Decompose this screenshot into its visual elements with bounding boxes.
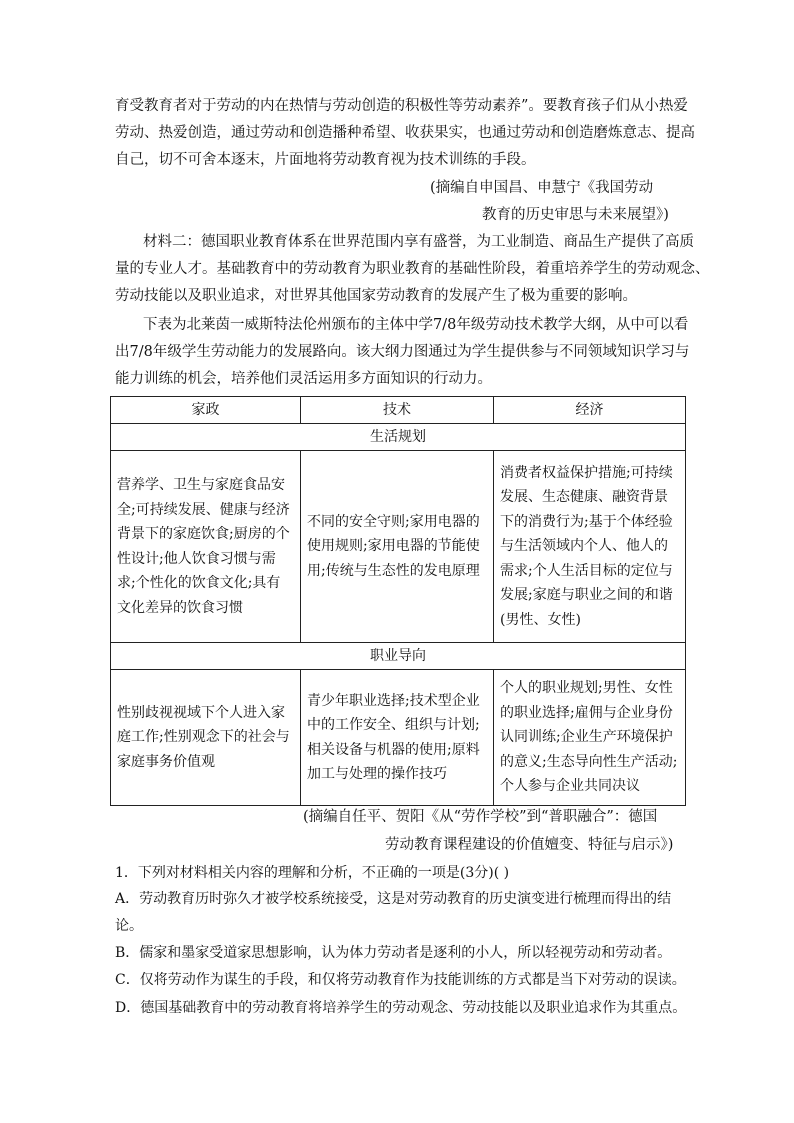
intro-line-3: 自己，切不可舍本逐末，片面地将劳动教育视为技术训练的手段。 <box>115 152 536 168</box>
table-cell: 青少年职业选择;技术型企业中的工作安全、组织与计划;相关设备与机器的使用;原料加工与处理的操作技巧 <box>301 670 494 806</box>
material2-line-4: 下表为北莱茵一威斯特法伦州颁布的主体中学7/8年级劳动技术教学大纲，从中可以看 <box>143 317 689 333</box>
table-row <box>111 670 686 806</box>
table-header-cell: 经济 <box>494 397 686 424</box>
citation-2-line-2: 劳动教育课程建设的价值嬗变、特征与启示》) <box>385 837 674 853</box>
option-a-line-2: 论。 <box>115 918 143 934</box>
option-a-line-1: A．劳动教育历时弥久才被学校系统接受，这是对劳动教育的历史演变进行梳理而得出的结 <box>115 891 672 907</box>
material2-line-1: 材料二：德国职业教育体系在世界范围内享有盛誉，为工业制造、商品生产提供了高质 <box>143 234 694 250</box>
table-cell: 消费者权益保护措施;可持续发展、生态健康、融资背景下的消费行为;基于个体经验与生活领域内个人、他人的需求;个人生活目标的定位与发展;家庭与职业之间的和谐(男性、女性) <box>494 451 686 643</box>
material2-line-5: 出7/8年级学生劳动能力的发展路向。该大纲力图通过为学生提供参与不同领域知识学习与 <box>115 344 690 360</box>
material2-line-3: 劳动技能以及职业追求，对世界其他国家劳动教育的发展产生了极为重要的影响。 <box>115 288 637 304</box>
table-header-row <box>111 397 686 424</box>
syllabus-table <box>110 396 686 806</box>
table-header-cell: 家政 <box>111 397 301 424</box>
material2-line-2: 量的专业人才。基础教育中的劳动教育为职业教育的基础性阶段，着重培养学生的劳动观念、 <box>115 261 710 277</box>
table-cell: 性别歧视视域下个人进入家庭工作;性别观念下的社会与家庭事务价值观 <box>111 670 301 806</box>
table-section-title: 生活规划 <box>111 424 686 451</box>
intro-line-2: 劳动、热爱创造，通过劳动和创造播种希望、收获果实，也通过劳动和创造磨炼意志、提高 <box>115 125 695 141</box>
table-section-row <box>111 424 686 451</box>
option-b: B．儒家和墨家受道家思想影响，认为体力劳动者是逐利的小人，所以轻视劳动和劳动者。 <box>115 945 672 961</box>
table-cell: 不同的安全守则;家用电器的使用规则;家用电器的节能使用;传统与生态性的发电原理 <box>301 451 494 643</box>
question-stem: 1．下列对材料相关内容的理解和分析，不正确的一项是(3分)( ) <box>115 865 510 881</box>
intro-line-1: 育受教育者对于劳动的内在热情与劳动创造的积极性等劳动素养”。要教育孩子们从小热爱 <box>115 98 688 114</box>
table-section-row <box>111 643 686 670</box>
citation-1-line-1: (摘编自申国昌、申慧宁《我国劳动 <box>430 180 654 196</box>
table-row <box>111 451 686 643</box>
option-c: C．仅将劳动作为谋生的手段，和仅将劳动教育作为技能训练的方式都是当下对劳动的误读。 <box>115 972 686 988</box>
citation-1-line-2: 教育的历史审思与未来展望》) <box>482 207 669 223</box>
table-cell: 营养学、卫生与家庭食品安全;可持续发展、健康与经济背景下的家庭饮食;厨房的个性设计;他人饮食习惯与需求;个性化的饮食文化;具有文化差异的饮食习惯 <box>111 451 301 643</box>
table-cell: 个人的职业规划;男性、女性的职业选择;雇佣与企业身份认同训练;企业生产环境保护的意义;生态导向性生产活动;个人参与企业共同决议 <box>494 670 686 806</box>
option-d: D．德国基础教育中的劳动教育将培养学生的劳动观念、劳动技能以及职业追求作为其重点。 <box>115 1000 687 1016</box>
material2-line-6: 能力训练的机会，培养他们灵活运用多方面知识的行动力。 <box>115 371 492 387</box>
citation-2-line-1: (摘编自任平、贺阳《从“劳作学校”到“普职融合”：德国 <box>303 809 658 825</box>
table-section-title: 职业导向 <box>111 643 686 670</box>
table-header-cell: 技术 <box>301 397 494 424</box>
